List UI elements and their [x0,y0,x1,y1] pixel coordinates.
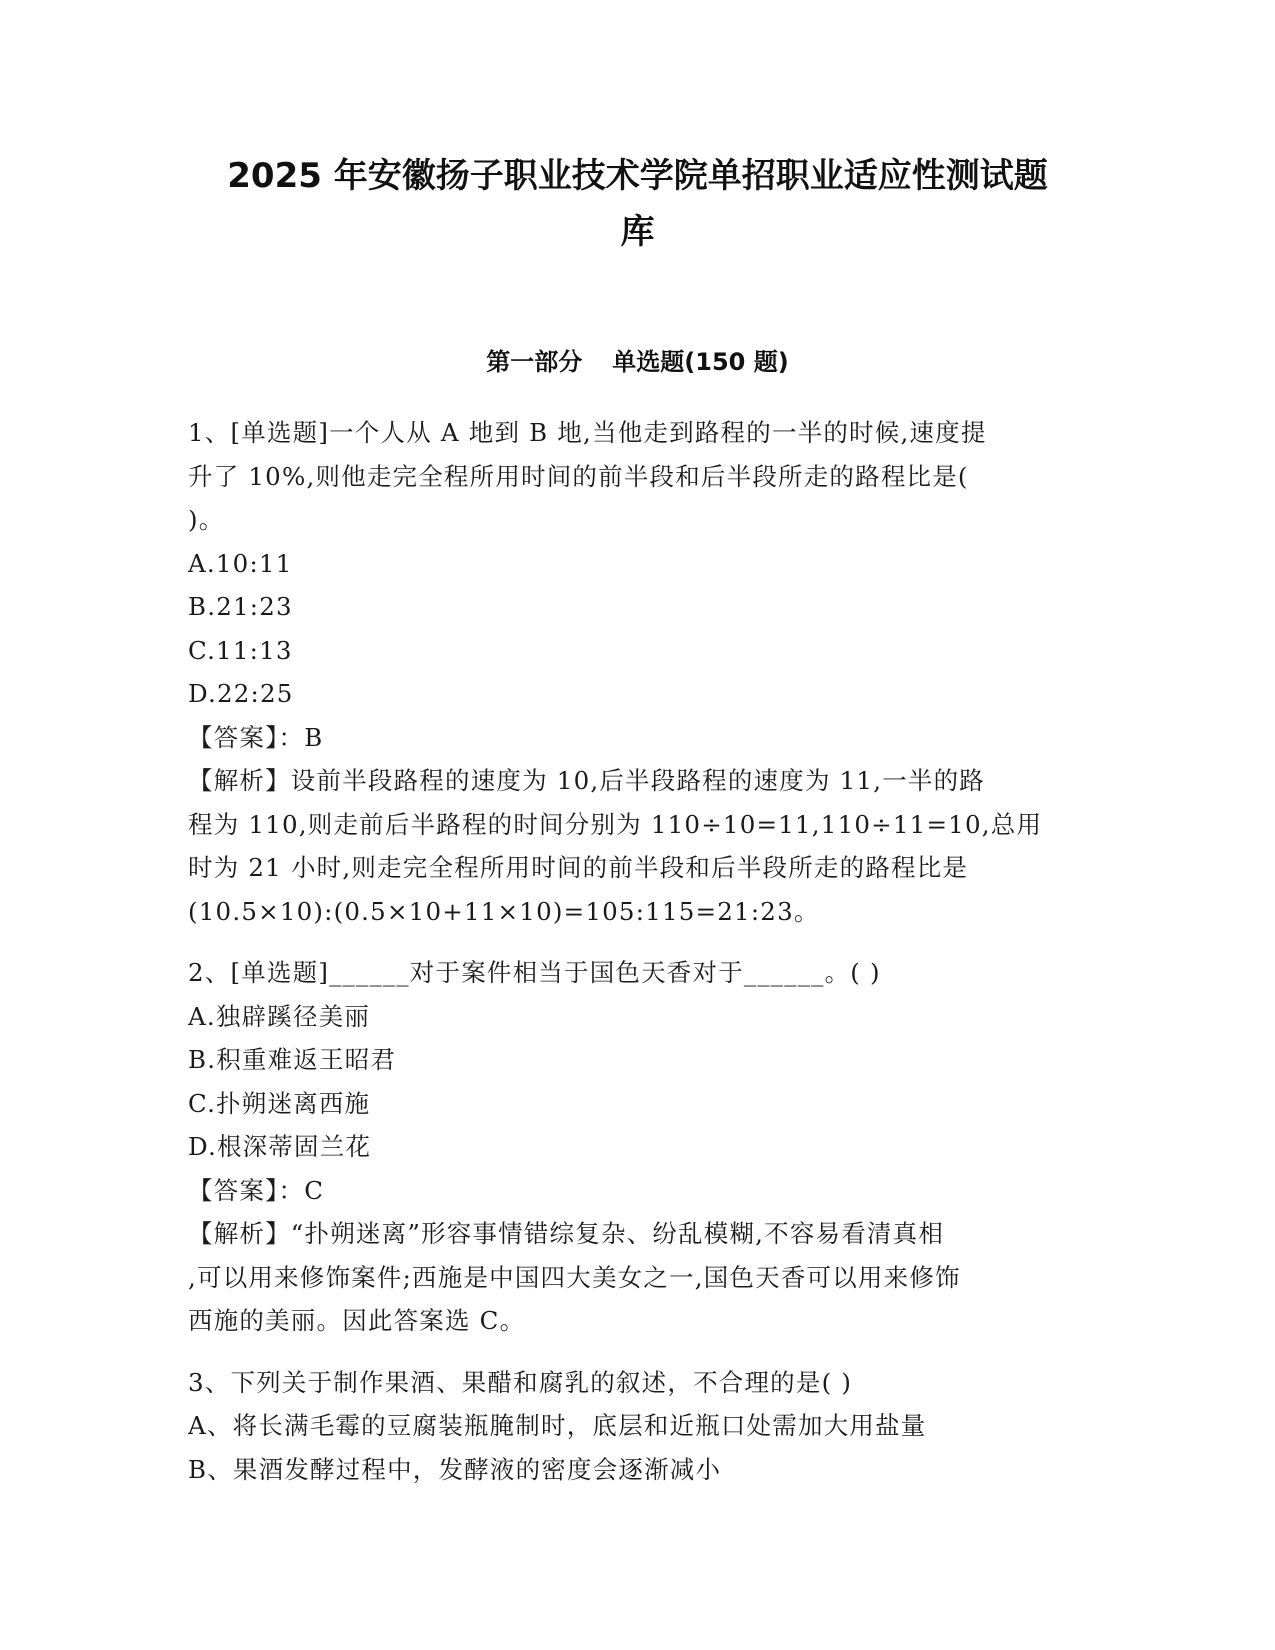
document-title [160,148,1115,260]
analysis-line: (10.5×10):(0.5×10+11×10)=105:115=21:23。 [188,896,820,926]
question-stem-line: 1、[单选题]一个人从 A 地到 B 地,当他走到路程的一半的时候,速度提 [188,418,987,447]
question-3 [188,1361,1078,1492]
question-stem-line: 3、下列关于制作果酒、果醋和腐乳的叙述，不合理的是( ) [188,1367,853,1397]
option-a: A.10:11 [188,548,293,578]
question-stem-line: 升了 10%,则他走完全程所用时间的前半段和后半段所走的路程比是( [188,461,969,491]
option-a: A、将长满毛霉的豆腐装瓶腌制时，底层和近瓶口处需加大用盐量 [188,1411,927,1440]
questions-list [188,411,1078,1491]
option-a: A.独辟蹊径美丽 [188,1001,371,1031]
section-name-label: 单选题(150 题) [612,348,789,376]
analysis-line: 【解析】设前半段路程的速度为 10,后半段路程的速度为 11,一半的路 [188,766,985,795]
question-2 [188,951,1078,1343]
answer-line: 【答案】：C [188,1175,325,1205]
analysis-line: 程为 110,则走前后半路程的时间分别为 110÷10=11,110÷11=10,总用 [188,809,1043,839]
option-d: D.22:25 [188,679,294,708]
section-heading [160,345,1115,379]
option-c: C.扑朔迷离西施 [188,1088,371,1118]
option-b: B、果酒发酵过程中，发酵液的密度会逐渐减小 [188,1454,722,1484]
title-line-2: 库 [620,212,655,252]
option-c: C.11:13 [188,635,293,665]
title-line-1: 2025 年安徽扬子职业技术学院单招职业适应性测试题 [227,156,1048,196]
analysis-line: 【解析】“扑朔迷离”形容事情错综复杂、纷乱模糊,不容易看清真相 [188,1219,945,1248]
analysis-line: 时为 21 小时,则走完全程所用时间的前半段和后半段所走的路程比是 [188,853,969,882]
section-part-label: 第一部分 [486,348,583,376]
analysis-line: 西施的美丽。因此答案选 C。 [188,1306,526,1335]
question-1 [188,411,1078,933]
option-d: D.根深蒂固兰花 [188,1132,372,1161]
question-stem-line: 2、[单选题]______对于案件相当于国色天香对于______。( ) [188,958,881,987]
analysis-line: ,可以用来修饰案件;西施是中国四大美女之一,国色天香可以用来修饰 [188,1262,961,1292]
option-b: B.21:23 [188,592,293,621]
answer-line: 【答案】：B [188,722,324,752]
option-b: B.积重难返王昭君 [188,1045,397,1074]
question-stem-line: )。 [188,505,225,534]
